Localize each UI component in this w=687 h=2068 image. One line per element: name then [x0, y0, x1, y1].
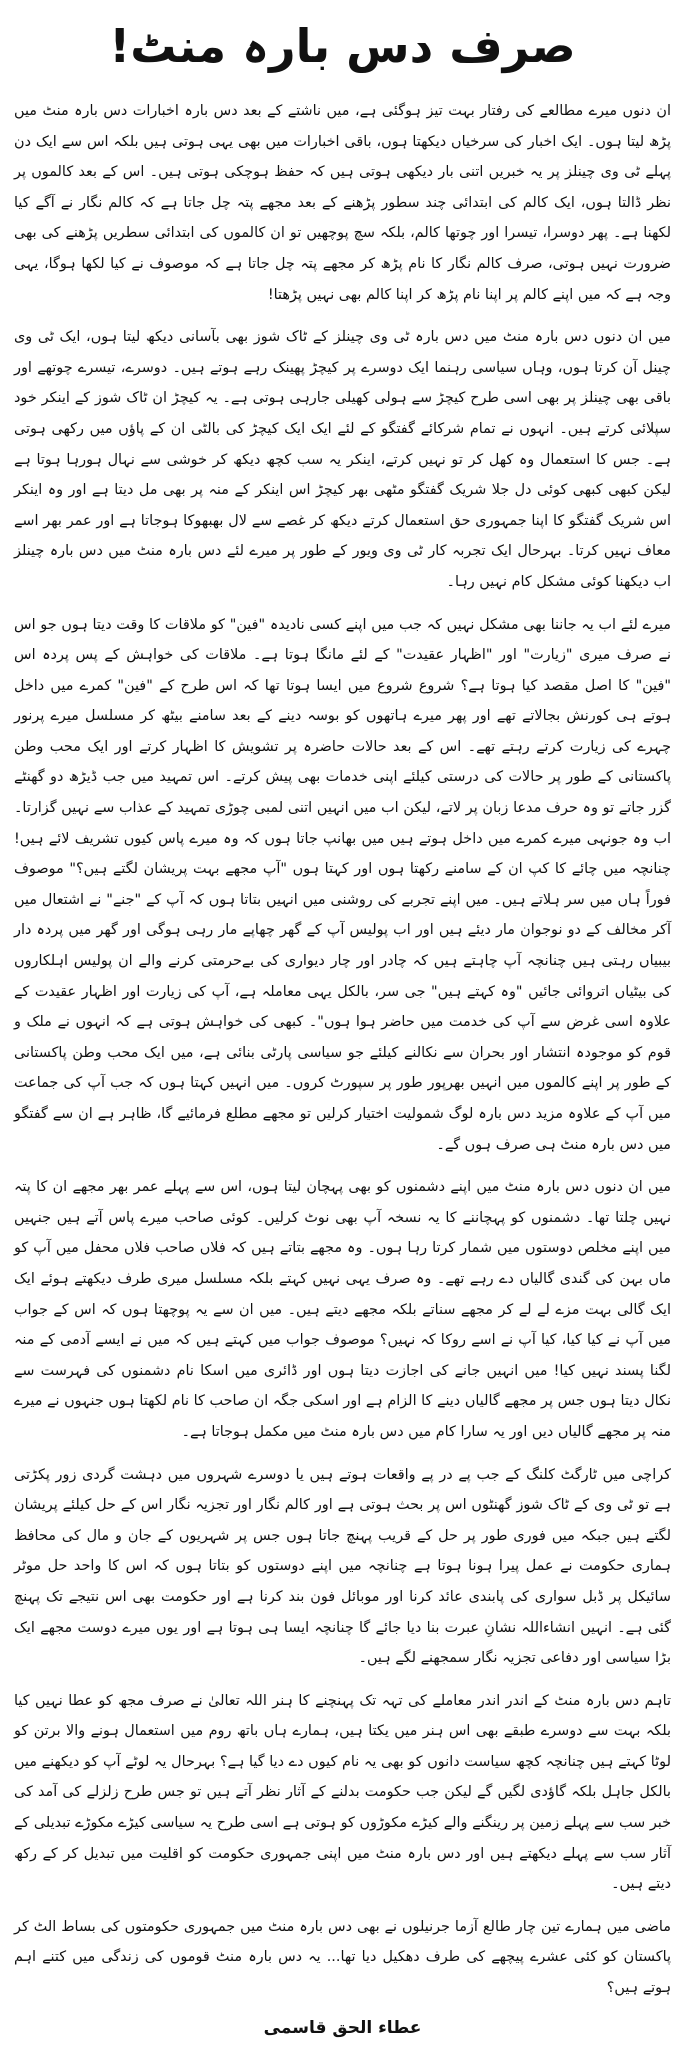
paragraph: ماضی میں ہمارے تین چار طالع آزما جرنیلوں نے بھی دس بارہ منٹ میں جمہوری حکومتوں کی بساط الٹ کر پاکستان کو کئی عشرے پیچھے کی طرف دھکیل دیا تھا... یہ دس بارہ منٹ قوموں کی زندگی میں کتنے اہم ہوتے ہیں؟	[14, 1918, 671, 1997]
paragraph: ان دنوں میرے مطالعے کی رفتار بہت تیز ہوگئی ہے، میں ناشتے کے بعد دس بارہ اخبارات دس بارہ منٹ میں پڑھ لیتا ہوں۔ ایک اخبار کی سرخیاں دیکھتا ہوں، باقی اخبارات میں بھی یہی ہوتی ہیں بلکہ اس سے ایک دن پہلے ٹی وی چینلز پر یہ خبریں اتنی بار دیکھی ہوتی ہیں کہ حفظ ہوچکی ہوتی ہیں۔ اس کے بعد کالموں پر نظر ڈالتا ہوں، ایک کالم کی ابتدائی چند سطور پڑھنے کے بعد مجھے پتہ چل جاتا ہے کہ کالم نگار نے آگے کیا لکھنا ہے۔ پھر دوسرا، تیسرا اور چوتھا کالم، بلکہ سچ پوچھیں تو ان کالموں کی ابتدائی سطریں پڑھنے کی بھی ضرورت نہیں ہوتی، صرف کالم نگار کا نام پڑھ کر مجھے پتہ چل جاتا ہے کہ موصوف نے کیا لکھا ہوگا، یہی وجہ ہے کہ میں اپنے کالم پر اپنا نام پڑھ کر اپنا کالم بھی نہیں پڑھتا!	[14, 103, 671, 303]
paragraph: تاہم دس بارہ منٹ کے اندر اندر معاملے کی تہہ تک پہنچنے کا ہنر اللہ تعالیٰ نے صرف مجھ کو عطا نہیں کیا بلکہ بہت سے دوسرے طبقے بھی اس ہنر میں یکتا ہیں، ہمارے ہاں باتھ روم میں استعمال ہونے والا برتن کو لوٹا کہتے ہیں چنانچہ کچھ سیاست دانوں کو بھی یہ نام کیوں دے دیا گیا ہے؟ بہرحال یہ لوٹے آپ کو دیکھنے میں بالکل جاہل بلکہ گاؤدی لگیں گے لیکن جب حکومت بدلنے کے آثار نظر آتے ہیں تو جس طرح زلزلے کی آمد کی خبر سب سے پہلے زمین پر رینگنے والے کیڑے مکوڑوں کو ہوتی ہے اسی طرح یہ سیاسی کیڑے مکوڑے تبدیلی کے آثار سب سے پہلے دیکھتے ہیں اور دس بارہ منٹ میں اپنی جمہوری حکومت کو اقلیت میں تبدیل کر کے رکھ دیتے ہیں۔	[14, 1692, 671, 1893]
paragraph: میں ان دنوں دس بارہ منٹ میں دس بارہ ٹی وی چینلز کے ٹاک شوز بھی بآسانی دیکھ لیتا ہوں، ایک ٹی وی چینل آن کرتا ہوں، وہاں سیاسی رہنما ایک دوسرے پر کیچڑ پھینک رہے ہوتے ہیں۔ دوسرے، تیسرے چوتھے اور باقی بھی چینلز پر بھی اسی طرح کیچڑ سے ہولی کھیلی جارہی ہوتی ہے۔ یہ کیچڑ ان ٹاک شوز کے اینکر خود سپلائی کرتے ہیں۔ انہوں نے تمام شرکائے گفتگو کے لئے ایک ایک کیچڑ کی بالٹی ان کے پاؤں میں رکھی ہوتی ہے۔ جس کا استعمال وہ کھل کر تو نہیں کرتے، اینکر یہ سب کچھ دیکھ کر خوشی سے نہال ہورہا ہوتا ہے لیکن کبھی کبھی کوئی دل جلا شریک گفتگو مٹھی بھر کیچڑ اس اینکر کے منہ پر بھی مل دیتا ہے اور وہ اینکر اس شریک گفتگو کا اپنا جمہوری حق استعمال کرتے دیکھ کر غصے سے لال بھبھوکا ہوجاتا ہے اور عمر بھر اسے معاف نہیں کرتا۔ بہرحال ایک تجربہ کار ٹی وی ویور کے طور پر میرے لئے دس بارہ منٹ میں دس بارہ چینلز اب دیکھنا کوئی مشکل کام نہیں رہا۔	[14, 329, 671, 590]
author-byline: عطاء الحق قاسمی	[263, 2017, 422, 2038]
paragraph: میرے لئے اب یہ جاننا بھی مشکل نہیں کہ جب میں اپنے کسی نادیدہ "فین" کو ملاقات کا وقت دیتا ہوں جو اس نے صرف میری "زیارت" اور "اظہار عقیدت" کے لئے مانگا ہوتا ہے۔ ملاقات کی خواہش کے پس پردہ اس "فین" کا اصل مقصد کیا ہوتا ہے؟ شروع شروع میں ایسا ہوتا تھا کہ اس طرح کے "فین" کمرے میں داخل ہوتے ہی کورنش بجالاتے تھے اور پھر میرے ہاتھوں کو بوسہ دینے کے بعد سامنے بیٹھ کر مسلسل میرے پرنور چہرے کی زیارت کرتے رہتے تھے۔ اس کے بعد حالات حاضرہ پر تشویش کا اظہار کرتے اور ایک محب وطن پاکستانی کے طور پر حالات کی درستی کیلئے اپنی خدمات بھی پیش کرتے۔ اس تمہید میں جب ڈیڑھ دو گھنٹے گزر جاتے تو وہ حرف مدعا زبان پر لاتے، لیکن اب میں انہیں اتنی لمبی چوڑی تمہید کے عذاب سے نہیں گزارتا۔ اب وہ جونہی میرے کمرے میں داخل ہوتے ہیں میں بھانپ جاتا ہوں کہ وہ میرے پاس کیوں تشریف لائے ہیں! چنانچہ میں چائے کا کپ ان کے سامنے رکھتا ہوں اور کہتا ہوں "آپ مجھے بہت پریشان لگتے ہیں؟" موصوف فوراً ہاں میں سر ہلاتے ہیں۔ میں اپنے تجربے کی روشنی میں انہیں بتاتا ہوں کہ آپ کے "جنے" نے اشتعال میں آکر مخالف کے دو نوجوان مار دیئے ہیں اور اب پولیس آپ کے گھر چھاپے مار رہی ہوگی اور گھر میں پردہ دار بیبیاں رہتی ہیں چنانچہ آپ چاہتے ہیں کہ چادر اور چار دیواری کی بےحرمتی کرنے والے ان پولیس اہلکاروں کی بیٹیاں اتروائی جائیں "وہ کہتے ہیں" جی سر، بالکل یہی معاملہ ہے، آپ کی زیارت اور اظہار عقیدت کے علاوہ اسی غرض سے آپ کی خدمت میں حاضر ہوا ہوں"۔ کبھی کی خواہش ہوتی ہے کہ انہوں نے ملک و قوم کو موجودہ انتشار اور بحران سے نکالنے کیلئے جو سیاسی پارٹی بنائی ہے، میں ایک محب وطن پاکستانی کے طور پر اپنے کالموں میں انہیں بھرپور طور پر سپورٹ کروں۔ میں انہیں کہتا ہوں کہ جب آپ کی جماعت میں آپ کے علاوہ مزید دس بارہ لوگ شمولیت اختیار کرلیں تو مجھے مطلع فرمائیے گا، ظاہر ہے ان سے گفتگو میں دس بارہ منٹ ہی صرف ہوں گے۔	[14, 616, 671, 1153]
paragraph: کراچی میں ٹارگٹ کلنگ کے جب پے در پے واقعات ہوتے ہیں یا دوسرے شہروں میں دہشت گردی زور پکڑتی ہے تو ٹی وی کے ٹاک شوز گھنٹوں اس پر بحث ہوتی ہے اور کالم نگار اور تجزیہ نگار اس کے حل کیلئے پریشان لگتے ہیں جبکہ میں فوری طور پر حل کے قریب پہنچ جاتا ہوں جس پر شہریوں کے جان و مال کی محافظ ہماری حکومت نے عمل پیرا ہونا ہوتا ہے چنانچہ میں اپنے دوستوں کو بتاتا ہوں کہ اس کا واحد حل موٹر سائیکل پر ڈبل سواری کی پابندی عائد کرنا اور موبائل فون بند کرنا ہے اور حکومت بھی اس نتیجے تک پہنچ گئی ہے۔ انہیں انشاءاللہ نشانِ عبرت بنا دیا جائے گا چنانچہ ایسا ہی ہوتا ہے اور یوں میرے دوست مجھے ایک بڑا سیاسی اور دفاعی تجزیہ نگار سمجھنے لگے ہیں۔	[14, 1466, 671, 1667]
column-body	[14, 96, 671, 2004]
column-title: صرف دس بارہ منٹ!	[109, 19, 576, 73]
paragraph: میں ان دنوں دس بارہ منٹ میں اپنے دشمنوں کو بھی پہچان لیتا ہوں، اس سے پہلے عمر بھر مجھے ان کا پتہ نہیں چلتا تھا۔ دشمنوں کو پہچاننے کا یہ نسخہ آپ بھی نوٹ کرلیں۔ کوئی صاحب میرے پاس آتے ہیں جنہیں میں اپنے مخلص دوستوں میں شمار کرتا رہا ہوں۔ وہ مجھے بتاتے ہیں کہ فلاں صاحب فلاں محفل میں آپ کو ماں بہن کی گندی گالیاں دے رہے تھے۔ وہ صرف یہی نہیں کہتے بلکہ مسلسل میری طرف دیکھتے ہوئے ایک ایک گالی بہت مزے لے لے کر مجھے سناتے بلکہ مجھے دیتے ہیں۔ میں ان سے یہ پوچھتا ہوں کہ اس کے جواب میں آپ نے کیا کیا، کیا آپ نے اسے روکا کہ نہیں؟ موصوف جواب میں کہتے ہیں کہ میں نے ایسے آدمی کے منہ لگنا پسند نہیں کیا! میں انہیں جانے کی اجازت دیتا ہوں اور ڈائری میں اسکا نام دشمنوں کی فہرست سے نکال دیتا ہوں جس پر مجھے گالیاں دینے کا الزام ہے اور اسکی جگہ ان صاحب کا نام لکھتا ہوں جنہوں نے میرے منہ پر مجھے گالیاں دیں اور یہ سارا کام میں دس بارہ منٹ میں مکمل ہوجاتا ہے۔	[14, 1179, 671, 1440]
